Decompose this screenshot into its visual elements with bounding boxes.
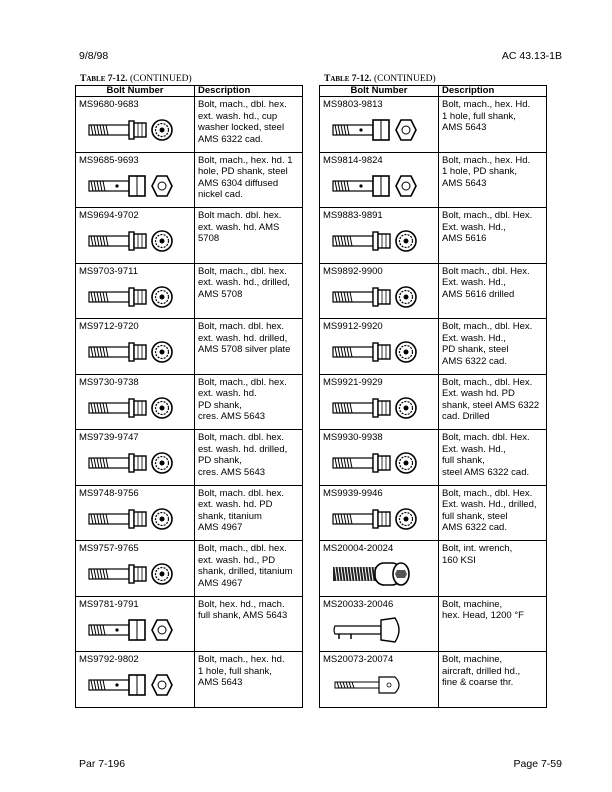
bolt-number-cell [320,97,439,153]
description-line: shank, titanium [198,510,262,522]
description-line: ext. wash. hd. drilled, [198,332,288,344]
table-row [320,596,547,652]
description-line: Bolt, int. wrench, [442,543,513,554]
table-row [76,430,303,486]
description-line: AMS 5616 [442,233,487,244]
hex-bolt-icon [331,170,421,202]
description-line: ext. wash. hd., PD [198,554,276,566]
table-row [76,208,303,264]
hex-bolt-icon [87,614,177,646]
left-caption-note: (CONTINUED) [129,74,192,84]
description-line: AMS 5708 [198,288,243,300]
description-cell [439,652,547,708]
description-line: PD shank, [198,399,242,411]
bolt-number: MS9781-9791 [79,598,139,610]
bolt-number: MS9730-9738 [79,376,139,388]
description-line: Bolt, mach., dbl. hex. [198,99,287,110]
dbl-hex-bolt-icon [331,281,421,313]
bolt-number: MS9694-9702 [79,210,139,221]
description-line: AMS 5708 silver plate [198,344,291,355]
dbl-hex-bolt-icon [87,503,177,535]
description-line: Bolt, machine, [442,598,503,610]
table-row [320,541,547,597]
description-line: Bolt, mach., dbl. Hex. [442,321,533,332]
bolt-number: MS20073-20074 [323,654,394,665]
bolt-number: MS9757-9765 [79,543,139,554]
description-line: Ext. wash. Hd., [442,277,506,288]
table-row [76,374,303,430]
right-caption-label: Table 7-12. [324,74,372,84]
description-line: steel AMS 6322 cad. [442,466,530,478]
bolt-number: MS9703-9711 [79,265,138,277]
description-cell [195,596,303,652]
bolt-number: MS9685-9693 [79,154,139,166]
bolt-number-cell [320,374,439,430]
description-line: Ext. wash hd. PD [442,388,515,399]
header-doc-number: AC 43.13-1B [501,50,562,62]
description-line: Bolt, mach., hex. hd. 1 [198,154,293,166]
hex-bolt-icon [331,114,421,146]
internal-wrench-bolt-icon [331,558,421,590]
description-line: Bolt mach., dbl. Hex. [442,265,530,277]
table-row [320,208,547,264]
description-line: Ext. wash. Hd., [442,332,506,344]
table-row [76,485,303,541]
dbl-hex-bolt-icon [87,114,177,146]
description-line: AMS 6304 diffused [198,177,279,189]
table-row [76,263,303,319]
right-table-block [319,73,547,708]
description-line: 1 hole, PD shank, [442,166,517,177]
drilled-head-bolt-icon [331,669,421,701]
description-line: Bolt mach. dbl. hex. [198,210,282,221]
table-row [320,152,547,208]
description-line: PD shank, [198,455,242,466]
table-row [76,652,303,708]
description-cell [195,485,303,541]
description-line: AMS 6322 cad. [442,355,507,367]
table-row [320,97,547,153]
table-row [320,374,547,430]
column-header-bolt-number: Bolt Number [320,86,439,97]
description-cell [195,208,303,264]
description-cell [195,652,303,708]
bolt-number: MS9792-9802 [79,654,139,665]
bolt-number-cell [76,652,195,708]
table-row [320,430,547,486]
description-line: Bolt, mach., hex. Hd. [442,154,531,166]
description-line: AMS 5643 [442,177,487,189]
dbl-hex-bolt-icon [331,225,421,257]
bolt-number: MS20004-20024 [323,543,394,554]
description-cell [439,430,547,486]
description-line: AMS 6322 cad. [442,522,507,533]
description-line: ext. wash. hd. [198,388,257,399]
bolt-number-cell [320,541,439,597]
description-cell [439,541,547,597]
dbl-hex-bolt-icon [87,392,177,424]
description-line: aircraft, drilled hd., [442,665,521,677]
description-cell [195,541,303,597]
bolt-number: MS9930-9938 [323,432,383,443]
left-caption-label: Table 7-12. [80,74,128,84]
dbl-hex-bolt-icon [87,225,177,257]
dbl-hex-bolt-icon [87,447,177,479]
bolt-number: MS9803-9813 [323,99,383,110]
bolt-number: MS9883-9891 [323,210,383,221]
table-row [76,541,303,597]
description-line: Bolt, mach., dbl. hex. [198,376,287,388]
bolt-number-cell [320,652,439,708]
description-cell [439,485,547,541]
description-line: fine & coarse thr. [442,677,514,688]
description-line: PD shank, steel [442,344,509,355]
description-line: nickel cad. [198,189,243,200]
description-line: Ext. wash. Hd., [442,443,506,455]
description-cell [439,152,547,208]
bolt-number-cell [320,208,439,264]
bolt-number: MS9748-9756 [79,487,139,499]
description-line: full shank, steel [442,510,508,522]
description-line: Bolt, machine, [442,654,503,665]
bolt-number: MS9739-9747 [79,432,139,443]
description-line: 5708 [198,233,220,244]
description-line: AMS 4967 [198,577,243,589]
description-line: shank, steel AMS 6322 [442,399,540,411]
bolt-number-cell [320,263,439,319]
table-row [320,485,547,541]
description-line: Bolt, mach., dbl. hex. [198,265,287,277]
column-header-description: Description [195,86,303,97]
description-line: AMS 5643 [442,122,487,133]
dbl-hex-bolt-icon [331,392,421,424]
description-line: ext. wash. hd. AMS [198,221,280,233]
hex-bolt-icon [87,669,177,701]
table-row [320,652,547,708]
description-cell [439,596,547,652]
description-line: full shank, AMS 5643 [198,610,288,621]
column-header-bolt-number: Bolt Number [76,86,195,97]
bolt-number-cell [76,97,195,153]
dbl-hex-bolt-icon [87,558,177,590]
bolt-number-cell [320,485,439,541]
table-row [320,319,547,375]
table-row [76,596,303,652]
description-line: hex. Head, 1200 °F [442,610,524,621]
dbl-hex-bolt-icon [331,503,421,535]
dbl-hex-bolt-icon [87,281,177,313]
bolt-number-cell [76,541,195,597]
left-bolt-table [75,85,303,708]
bolt-number-cell [320,596,439,652]
description-line: Bolt, mach., dbl. Hex. [442,376,533,388]
description-line: AMS 5616 drilled [442,288,515,300]
bolt-number-cell [320,319,439,375]
description-line: Bolt, mach., dbl. Hex. [442,487,533,499]
description-line: Bolt, mach. dbl. hex. [198,432,285,443]
description-line: Bolt, mach., hex. Hd. [442,99,531,110]
description-line: Bolt, mach. dbl. hex. [198,321,285,332]
description-line: Bolt, mach., dbl. hex. [198,543,287,554]
description-cell [195,430,303,486]
bolt-number-cell [76,430,195,486]
machine-bolt-icon [331,614,421,646]
description-line: AMS 6322 cad. [198,133,263,145]
bolt-number-cell [76,319,195,375]
bolt-number: MS9680-9683 [79,99,139,110]
column-header-description: Description [439,86,547,97]
description-line: washer locked, steel [198,122,285,133]
bolt-number: MS9892-9900 [323,265,383,277]
description-line: Bolt, mach., dbl. Hex. [442,210,533,221]
header-date: 9/8/98 [79,50,109,62]
description-line: shank, drilled, titanium [198,566,293,577]
bolt-number-cell [320,430,439,486]
description-line: ext. wash. hd., drilled, [198,277,290,288]
right-table-caption [319,73,547,85]
description-line: cad. Drilled [442,411,490,422]
table-row [76,152,303,208]
description-line: full shank, [442,455,485,466]
right-caption-note: (CONTINUED) [373,74,436,84]
description-line: Bolt, mach. dbl. hex. [198,487,285,499]
description-cell [195,374,303,430]
bolt-number: MS9921-9929 [323,376,383,388]
description-cell [195,319,303,375]
bolt-number-cell [76,485,195,541]
bolt-number: MS9712-9720 [79,321,139,332]
description-line: 1 hole, full shank, [442,110,516,122]
bolt-number: MS9814-9824 [323,154,383,166]
description-line: AMS 4967 [198,522,243,533]
description-line: cres. AMS 5643 [198,411,266,422]
table-row [320,263,547,319]
right-bolt-table [319,85,547,708]
bolt-number: MS20033-20046 [323,598,394,610]
description-cell [439,263,547,319]
bolt-number-cell [76,208,195,264]
description-cell [195,97,303,153]
description-line: Bolt, hex. hd., mach. [198,598,285,610]
description-cell [439,319,547,375]
description-cell [439,97,547,153]
description-line: Bolt, mach. dbl. Hex. [442,432,530,443]
table-row [76,97,303,153]
bolt-number-cell [76,596,195,652]
description-line: ext. wash. hd., cup [198,110,278,122]
description-line: Bolt, mach., hex. hd. [198,654,285,665]
description-line: hole, PD shank, steel [198,166,288,177]
description-line: Ext. wash. Hd., drilled, [442,499,537,510]
description-cell [439,374,547,430]
left-table-caption [75,73,303,85]
description-line: cres. AMS 5643 [198,466,266,478]
description-line: est. wash. hd. drilled, [198,443,288,455]
description-cell [195,152,303,208]
table-row [76,319,303,375]
footer-paragraph: Par 7-196 [79,758,126,770]
description-line: 160 KSI [442,554,476,566]
description-line: 1 hole, full shank, [198,665,272,677]
bolt-number-cell [76,263,195,319]
bolt-number: MS9912-9920 [323,321,383,332]
dbl-hex-bolt-icon [331,447,421,479]
hex-bolt-icon [87,170,177,202]
footer-page-number: Page 7-59 [513,758,562,770]
bolt-number: MS9939-9946 [323,487,383,499]
description-line: Ext. wash. Hd., [442,221,506,233]
bolt-number-cell [320,152,439,208]
description-cell [439,208,547,264]
description-cell [195,263,303,319]
dbl-hex-bolt-icon [87,336,177,368]
bolt-number-cell [76,152,195,208]
left-table-block [75,73,303,708]
dbl-hex-bolt-icon [331,336,421,368]
bolt-number-cell [76,374,195,430]
description-line: AMS 5643 [198,677,243,688]
description-line: ext. wash. hd. PD [198,499,273,510]
